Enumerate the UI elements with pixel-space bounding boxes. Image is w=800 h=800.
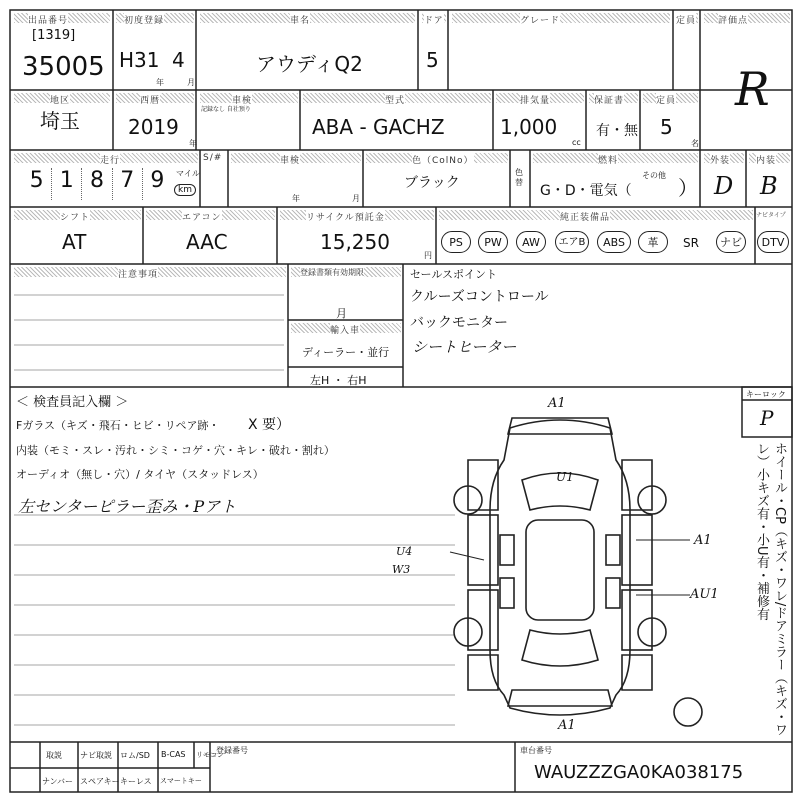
sales-point-2: バックモニター: [410, 315, 508, 331]
label-warranty: 保証書: [594, 93, 624, 106]
footer-chassis-label: 車台番号: [520, 746, 552, 755]
label-recycle: リサイクル預託金: [306, 210, 385, 223]
lot-code: [1319]: [32, 28, 76, 43]
first-reg-era-year: H31: [119, 48, 160, 72]
label-first-reg: 初度登録: [124, 13, 164, 26]
shaken-month-mark: 月: [352, 194, 360, 203]
equipment-pw: PW: [478, 231, 508, 253]
inspector-title: ＜ 検査員記入欄 ＞: [16, 395, 129, 410]
mark-left-a: U4: [396, 545, 413, 558]
label-reg-expiry: 登録書類有効期限: [300, 268, 364, 277]
label-interior: 内装: [756, 153, 776, 166]
label-navi-type: ナビタイプ: [756, 212, 786, 219]
label-capacity: 定員: [656, 93, 676, 106]
mileage-digit: 7: [113, 168, 143, 200]
label-displacement: 排気量: [520, 93, 550, 106]
footer-number-plate: ナンバー: [42, 777, 74, 786]
dealer-parallel: ディーラー・並行: [302, 346, 390, 359]
recycle-value: 15,250: [320, 230, 390, 254]
label-shift: シフト: [60, 210, 90, 223]
label-year: 西暦: [140, 93, 160, 106]
footer-remote: リモコン: [196, 751, 224, 759]
footer-reg-number: 登録番号: [216, 746, 248, 755]
chassis-number: WAUZZZGA0KA038175: [534, 762, 744, 783]
aircon-value: AAC: [186, 230, 228, 254]
label-color: 色（ColNo）: [412, 153, 474, 166]
footer-smart-key: スマートキー: [160, 777, 202, 785]
car-diagram: [440, 400, 740, 740]
label-exterior: 外装: [710, 153, 730, 166]
audio-tire-line: オーディオ（無し・穴）/ タイヤ（スタッドレス）: [16, 468, 264, 481]
equipment-leather: 革: [638, 231, 668, 253]
label-sd: S/#: [203, 153, 223, 163]
year-value: 2019: [128, 115, 179, 139]
lot-number: 35005: [22, 52, 105, 82]
fuel-close: ）: [678, 176, 698, 200]
year-mark: 年: [156, 78, 164, 87]
mileage-digit: 1: [52, 168, 82, 200]
shaken-year-mark: 年: [292, 194, 300, 203]
equipment-navi: ナビ: [716, 231, 746, 253]
mark-roof: U1: [556, 470, 574, 484]
label-score: 評価点: [718, 13, 748, 26]
mark-right-front-door: A1: [694, 533, 712, 548]
label-grade: グレード: [520, 13, 560, 26]
color-value: ブラック: [404, 175, 460, 191]
capacity-value: 5: [660, 115, 673, 139]
fglass-line: Fガラス（キズ・飛石・ヒビ・リペア跡・: [16, 419, 220, 432]
equipment-aw: AW: [516, 231, 546, 253]
label-equipment: 純正装備品: [560, 210, 610, 223]
sales-point-1: クルーズコントロール: [410, 289, 549, 305]
equipment-sunroof: SR: [683, 236, 699, 250]
footer-rom: ロム/SD: [120, 751, 150, 760]
equipment-ps: PS: [441, 231, 471, 253]
footer-bcas: B-CAS: [161, 750, 186, 759]
mile-unit: マイル: [176, 169, 200, 178]
equipment-abs: ABS: [597, 231, 631, 253]
equipment-airbag: エアB: [555, 231, 589, 253]
label-lot: 出品番号: [28, 13, 68, 26]
score-value: R: [735, 62, 770, 116]
label-seats: 定員: [676, 13, 696, 26]
label-region: 地区: [50, 93, 70, 106]
interior-condition-line: 内装（モミ・スレ・汚れ・シミ・コゲ・穴・キレ・破れ・割れ）: [16, 444, 335, 457]
warranty-value: 有・無: [596, 123, 638, 139]
sales-point-3: シートヒーター: [412, 338, 517, 356]
shift-value: AT: [62, 230, 87, 254]
color-change-label: 色替: [515, 168, 523, 187]
mark-front: A1: [548, 396, 566, 411]
footer-navi-manual: ナビ取説: [80, 751, 112, 760]
fuel-other: その他: [642, 171, 666, 180]
label-fuel: 燃料: [598, 153, 618, 166]
year-value-mark: 年: [189, 139, 197, 148]
fglass-mark: X 要）: [248, 417, 291, 433]
label-model: 型式: [385, 93, 405, 106]
wheel-mirror-notes: ホイール・CP（キズ・ワレ/ドアミラー（キズ・ワレ）小キズ有・小U有・補修有: [754, 442, 787, 737]
km-unit-circled: km: [174, 184, 196, 196]
inspection-note: 記録なし 自社預り: [201, 106, 251, 113]
mark-right-rear-door: AU1: [690, 587, 719, 602]
label-aircon: エアコン: [182, 210, 222, 223]
mark-rear: A1: [558, 718, 576, 733]
exterior-value: D: [714, 172, 734, 200]
region: 埼玉: [40, 109, 80, 133]
mileage-digit: 8: [82, 168, 112, 200]
label-key-lock: キーロック: [746, 390, 786, 399]
first-reg-month: 4: [172, 48, 185, 72]
steering-side: 左H ・ 右H: [310, 374, 367, 387]
mark-left-b: W3: [392, 563, 411, 576]
label-mileage: 走行: [100, 153, 120, 166]
label-shaken: 車検: [280, 153, 300, 166]
label-doors: ドア: [424, 13, 444, 26]
mileage-digit: 5: [22, 168, 52, 200]
key-lock-value: P: [760, 406, 774, 430]
label-import: 輸入車: [330, 323, 360, 336]
mileage-digits: [22, 168, 172, 200]
label-caution: 注意事項: [118, 267, 158, 280]
footer-spare-key: スペアキー: [80, 777, 120, 786]
capacity-unit: 名: [691, 139, 699, 148]
mileage-digit: 9: [150, 168, 165, 193]
equipment-dtv: DTV: [757, 231, 789, 253]
reg-expiry-month: 月: [336, 307, 347, 320]
displacement-unit: cc: [572, 138, 581, 147]
month-mark: 月: [187, 78, 195, 87]
recycle-unit: 円: [424, 251, 432, 260]
interior-value: B: [760, 172, 778, 200]
car-name: アウディQ2: [256, 52, 363, 76]
model-value: ABA - GACHZ: [312, 115, 445, 139]
label-car-name: 車名: [290, 13, 310, 26]
footer-manual: 取説: [46, 751, 62, 760]
displacement-value: 1,000: [500, 115, 558, 139]
car-doors: 5: [426, 48, 439, 72]
fuel-value: G・D・電気（: [540, 183, 632, 199]
inspector-handwritten-note: 左センターピラー歪み・Pアト: [18, 497, 237, 516]
label-inspection: 車検: [232, 93, 252, 106]
footer-keyless: キーレス: [120, 777, 152, 786]
label-sales-points: セールスポイント: [410, 268, 498, 281]
